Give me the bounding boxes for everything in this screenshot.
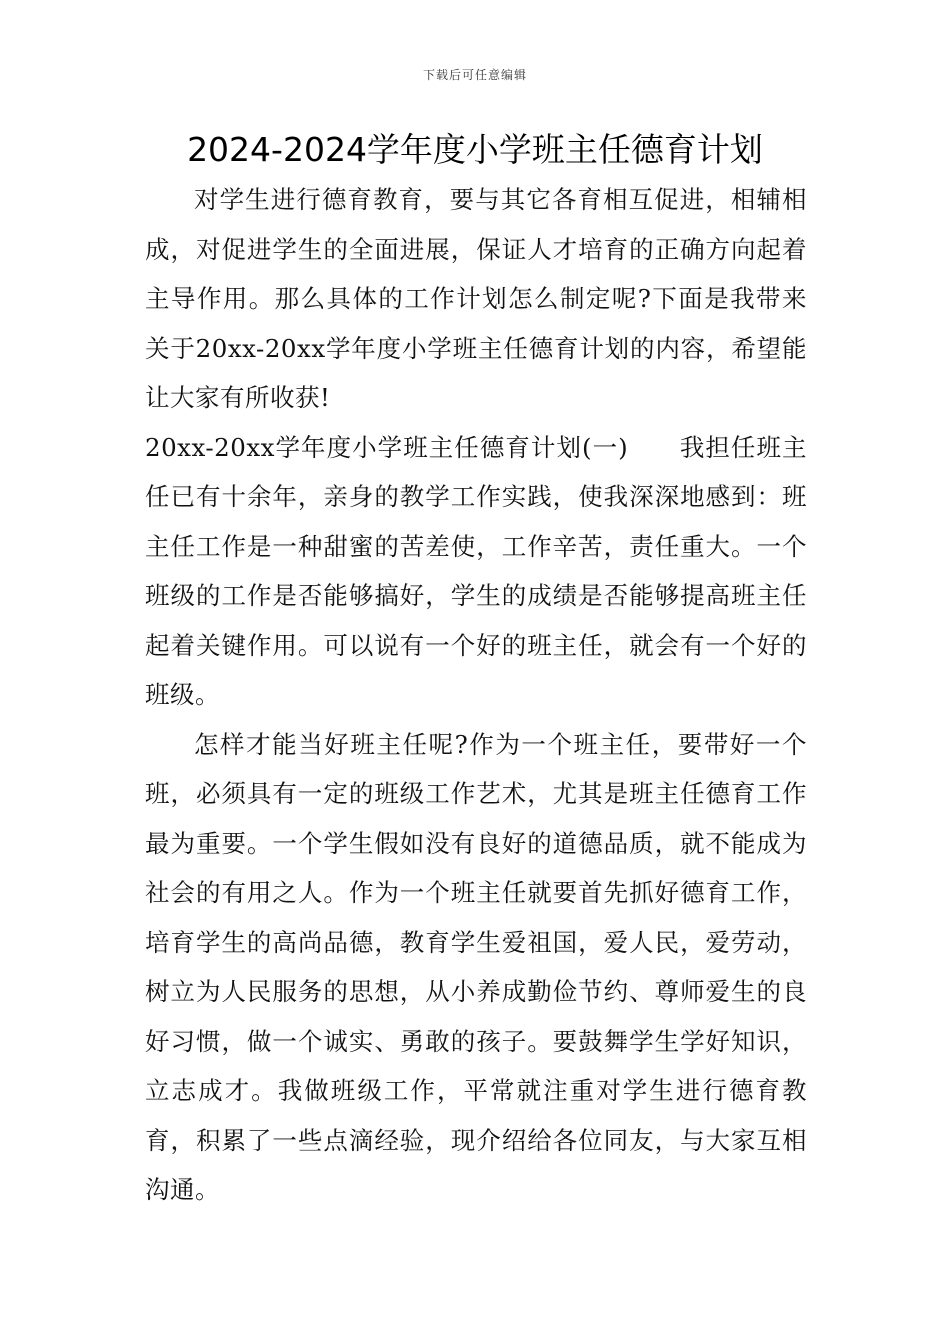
document-body: [145, 175, 807, 1215]
paragraph-section-one: 20xx-20xx学年度小学班主任德育计划(一) 我担任班主任已有十余年，亲身的教学工作实践，使我深深地感到：班主任工作是一种甜蜜的苦差使，工作辛苦，责任重大。一个班级的工作是否能够搞好，学生的成绩是否能够提高班主任起着关键作用。可以说有一个好的班主任，就会有一个好的班级。: [145, 432, 807, 709]
paragraph-intro: 对学生进行德育教育，要与其它各育相互促进，相辅相成，对促进学生的全面进展，保证人才培育的正确方向起着主导作用。那么具体的工作计划怎么制定呢?下面是我带来关于20xx-20xx学年度小学班主任德育计划的内容，希望能让大家有所收获!: [145, 185, 807, 412]
header-note: 下载后可任意编辑: [422, 68, 527, 82]
paragraph-how-to-be-head-teacher: 怎样才能当好班主任呢?作为一个班主任，要带好一个班，必须具有一定的班级工作艺术，尤其是班主任德育工作最为重要。一个学生假如没有良好的道德品质，就不能成为社会的有用之人。作为一个班主任就要首先抓好德育工作，培育学生的高尚品德，教育学生爱祖国，爱人民，爱劳动，树立为人民服务的思想，从小养成勤俭节约、尊师爱生的良好习惯，做一个诚实、勇敢的孩子。要鼓舞学生学好知识，立志成才。我做班级工作，平常就注重对学生进行德育教育，积累了一些点滴经验，现介绍给各位同友，与大家互相沟通。: [145, 729, 807, 1204]
document-title: 2024-2024学年度小学班主任德育计划: [187, 130, 763, 169]
